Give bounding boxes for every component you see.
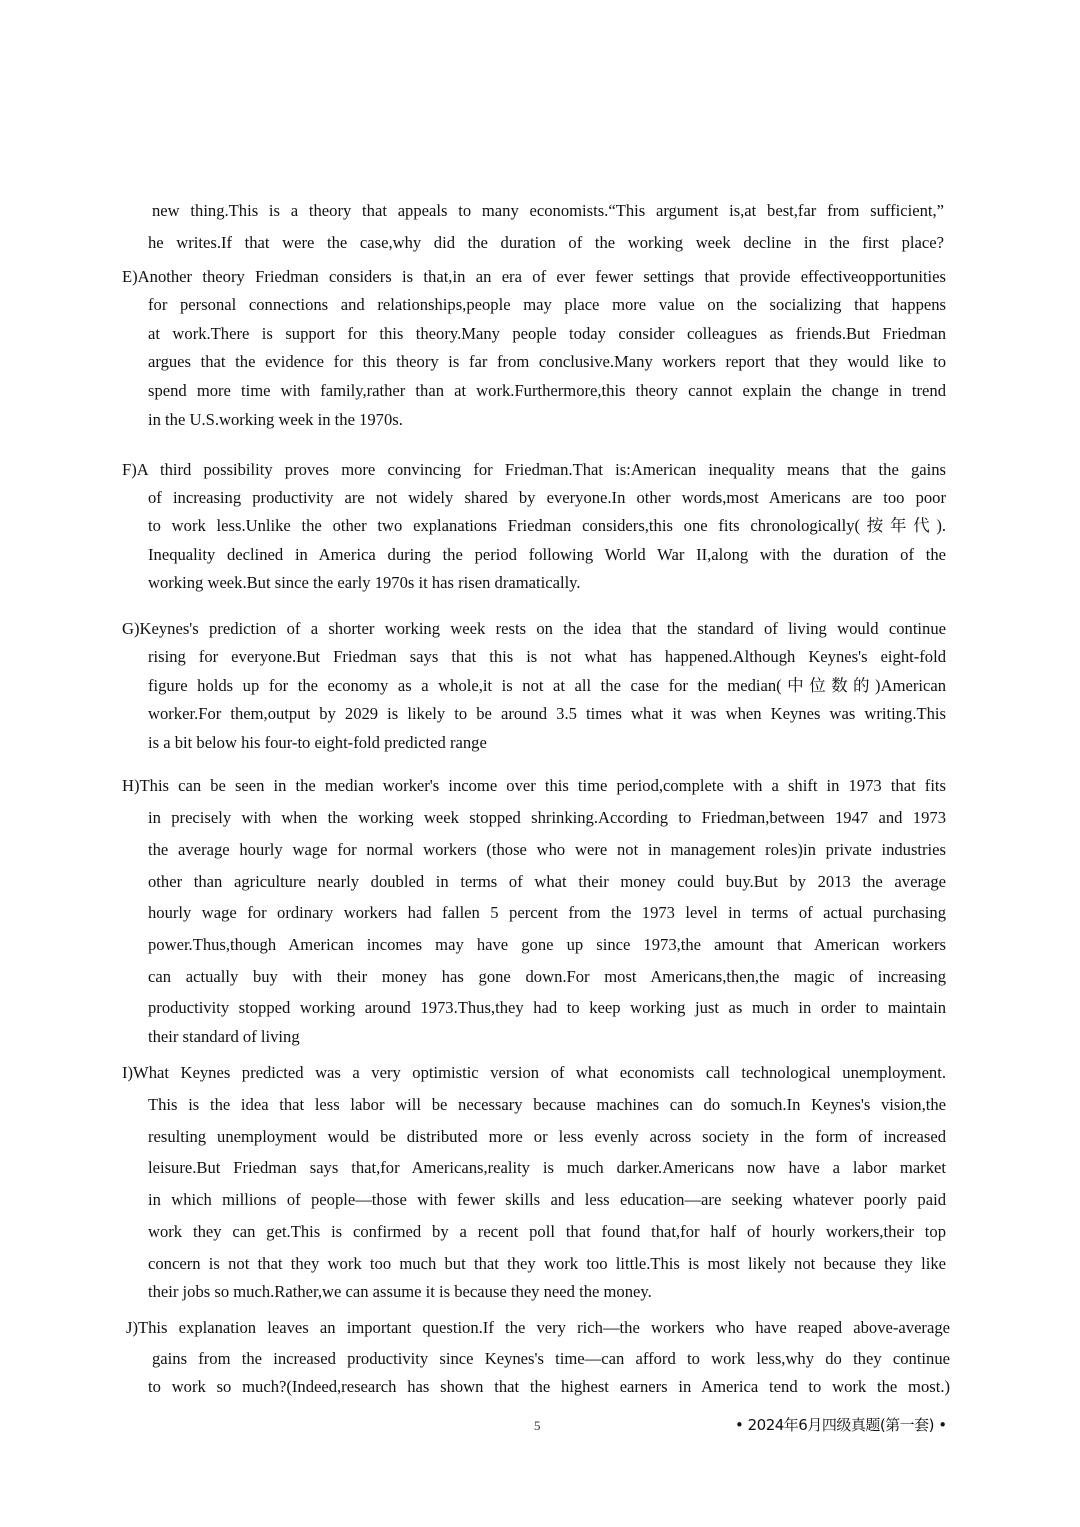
paragraph-h-line: H)This can be seen in the median worker's income over this time period,complete with a shift in 1973 that fits (122, 776, 946, 795)
page-number: 5 (534, 1418, 541, 1433)
paragraph-e-line: in the U.S.working week in the 1970s. (148, 410, 403, 429)
paragraph-h-line: other than agriculture nearly doubled in terms of what their money could buy.But by 2013 the average (148, 872, 946, 891)
paragraph-e-line: spend more time with family,rather than at work.Furthermore,this theory cannot explain the change in trend (148, 381, 946, 400)
paragraph-d-cont-line: he writes.If that were the case,why did the duration of the working week decline in the first place? (148, 233, 944, 252)
paragraph-j-line: J)This explanation leaves an important question.If the very rich—the workers who have reaped above-average (126, 1318, 950, 1337)
paragraph-e-line: for personal connections and relationships,people may place more value on the socializing that happens (148, 295, 946, 314)
paragraph-i-line: work they can get.This is confirmed by a recent poll that found that,for half of hourly workers,their top (148, 1222, 946, 1241)
exam-title-footer: • 2024年6月四级真题(第一套) • (735, 1416, 947, 1434)
paragraph-h-line: their standard of living (148, 1027, 300, 1046)
paragraph-h-line: productivity stopped working around 1973.Thus,they had to keep working just as much in order to maintain (148, 998, 946, 1017)
paragraph-f-line: Inequality declined in America during the period following World War II,along with the duration of the (148, 545, 946, 564)
paragraph-i-line: their jobs so much.Rather,we can assume it is because they need the money. (148, 1282, 652, 1301)
paragraph-e-line: argues that the evidence for this theory is far from conclusive.Many workers report that they would like to (148, 352, 946, 371)
paragraph-f-line: F)A third possibility proves more convincing for Friedman.That is:American inequality means that the gains (122, 460, 946, 479)
paragraph-h-line: power.Thus,though American incomes may have gone up since 1973,the amount that American workers (148, 935, 946, 954)
paragraph-h-line: the average hourly wage for normal workers (those who were not in management roles)in private industries (148, 840, 946, 859)
paragraph-g-line: figure holds up for the economy as a whole,it is not at all the case for the median(中位数的)American (148, 676, 946, 695)
paragraph-i-line: resulting unemployment would be distributed more or less evenly across society in the form of increased (148, 1127, 946, 1146)
paragraph-e-line: at work.There is support for this theory.Many people today consider colleagues as friends.But Friedman (148, 324, 946, 343)
paragraph-h-line: hourly wage for ordinary workers had fallen 5 percent from the 1973 level in terms of actual purchasing (148, 903, 946, 922)
paragraph-h-line: can actually buy with their money has gone down.For most Americans,then,the magic of increasing (148, 967, 946, 986)
paragraph-j-line: gains from the increased productivity since Keynes's time—can afford to work less,why do they continue (152, 1349, 950, 1368)
paragraph-g-line: worker.For them,output by 2029 is likely to be around 3.5 times what it was when Keynes was writing.This (148, 704, 946, 723)
paragraph-i-line: in which millions of people—those with fewer skills and less education—are seeking whatever poorly paid (148, 1190, 946, 1209)
paragraph-h-line: in precisely with when the working week stopped shrinking.According to Friedman,between 1947 and 1973 (148, 808, 946, 827)
paragraph-e-line: E)Another theory Friedman considers is that,in an era of ever fewer settings that provide effectiveopportunities (122, 267, 946, 286)
paragraph-j-line: to work so much?(Indeed,research has shown that the highest earners in America tend to work the most.) (148, 1377, 950, 1396)
paragraph-i-line: concern is not that they work too much but that they work too little.This is most likely not because they like (148, 1254, 946, 1273)
paragraph-i-line: I)What Keynes predicted was a very optimistic version of what economists call technological unemployment. (122, 1063, 946, 1082)
paragraph-g-line: G)Keynes's prediction of a shorter working week rests on the idea that the standard of living would continue (122, 619, 946, 638)
paragraph-i-line: This is the idea that less labor will be necessary because machines can do somuch.In Keynes's vision,the (148, 1095, 946, 1114)
paragraph-f-line: of increasing productivity are not widely shared by everyone.In other words,most Americans are too poor (148, 488, 946, 507)
paragraph-g-line: is a bit below his four-to eight-fold predicted range (148, 733, 487, 752)
paragraph-f-line: to work less.Unlike the other two explanations Friedman considers,this one fits chronologically(按年代). (148, 516, 946, 535)
paragraph-d-cont-line: new thing.This is a theory that appeals to many economists.“This argument is,at best,far from sufficient,” (152, 201, 944, 220)
paragraph-i-line: leisure.But Friedman says that,for Americans,reality is much darker.Americans now have a labor market (148, 1158, 946, 1177)
paragraph-f-line: working week.But since the early 1970s it has risen dramatically. (148, 573, 581, 592)
paragraph-g-line: rising for everyone.But Friedman says that this is not what has happened.Although Keynes's eight-fold (148, 647, 946, 666)
